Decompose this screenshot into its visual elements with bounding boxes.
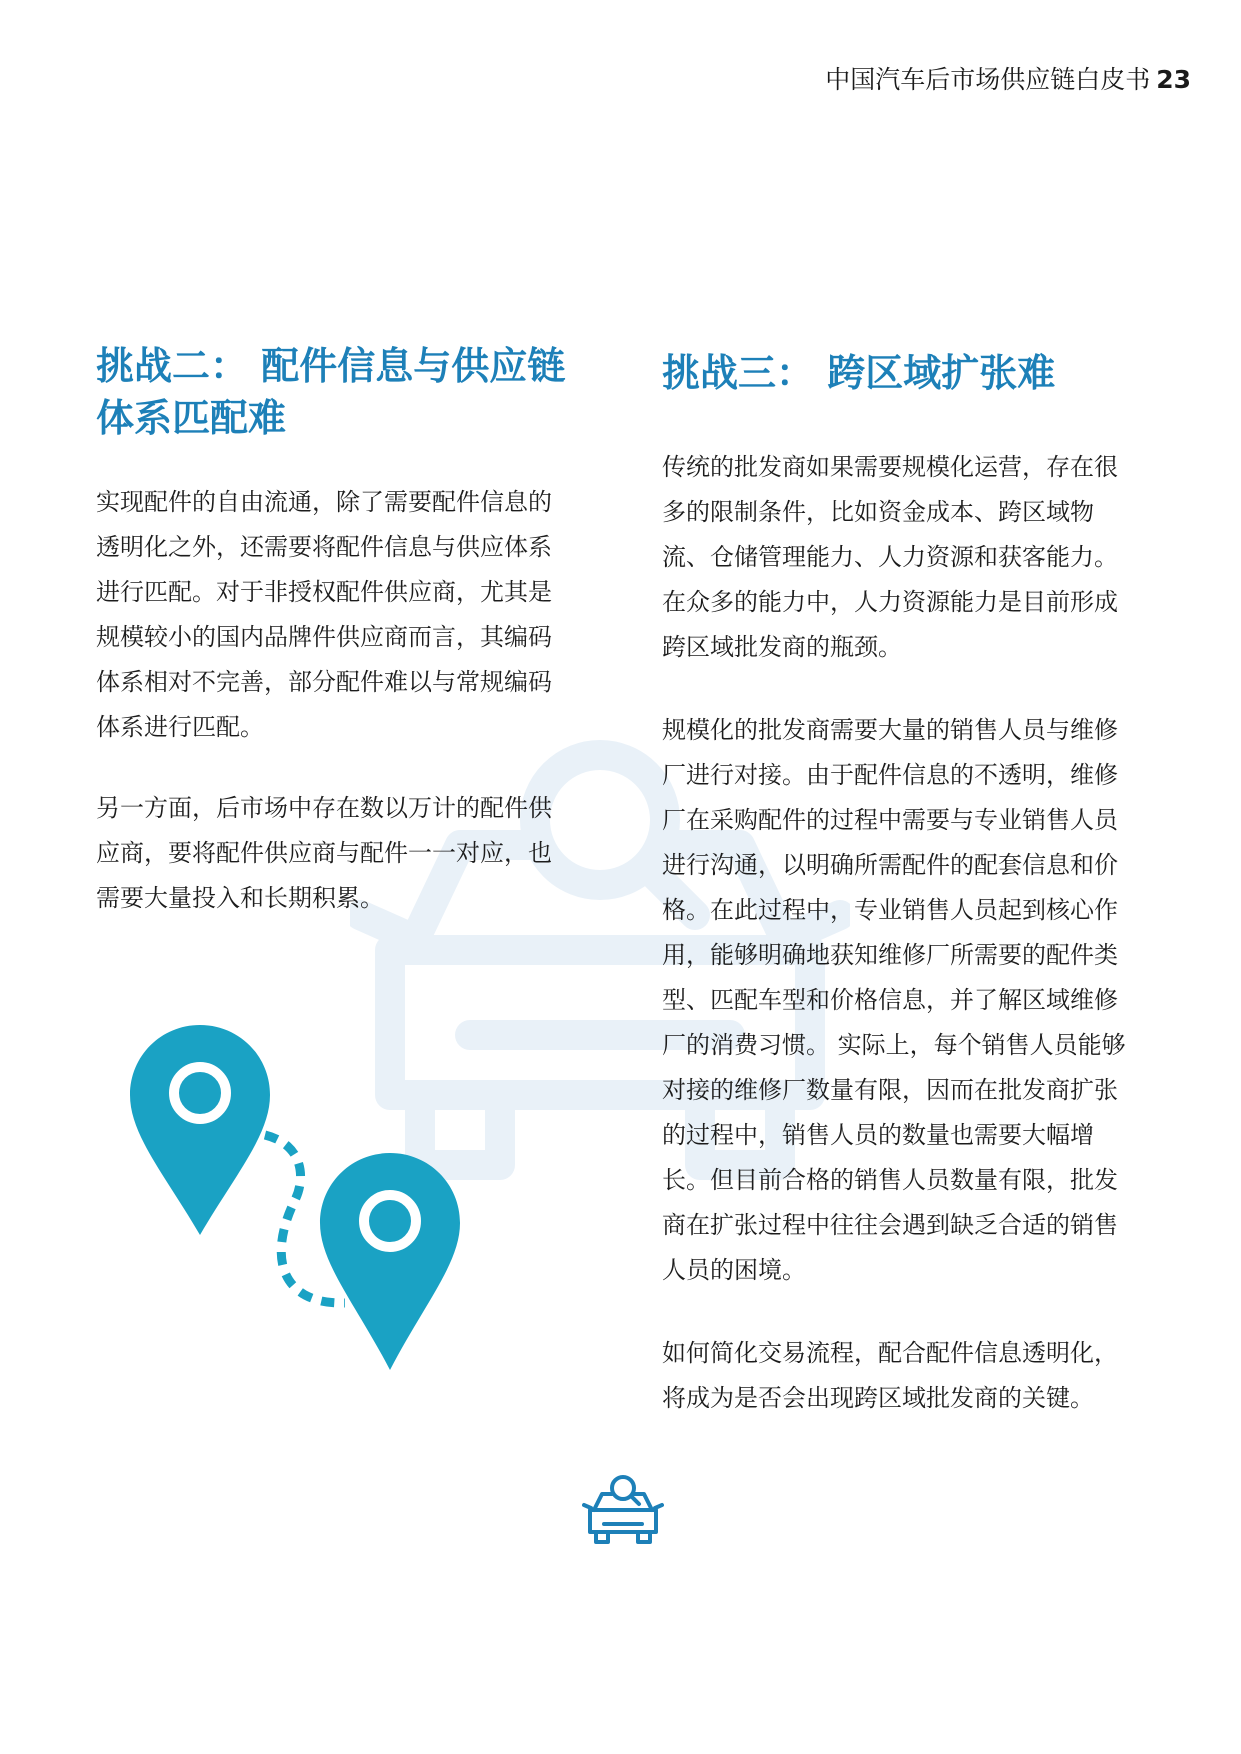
text-line: 将成为是否会出现跨区域批发商的关键。 bbox=[662, 1384, 1094, 1412]
page-header bbox=[700, 60, 1191, 96]
paragraph bbox=[662, 1331, 1162, 1421]
text-line: 的过程中，销售人员的数量也需要大幅增 bbox=[662, 1121, 1094, 1149]
text-line: 体系进行匹配。 bbox=[96, 713, 264, 741]
paragraph bbox=[662, 445, 1162, 670]
text-line: 厂的消费习惯。 实际上，每个销售人员能够 bbox=[662, 1031, 1126, 1059]
paragraph bbox=[662, 708, 1162, 1293]
text-line: 进行沟通，以明确所需配件的配套信息和价 bbox=[662, 851, 1118, 879]
text-line: 传统的批发商如果需要规模化运营，存在很 bbox=[662, 453, 1118, 481]
text-line: 在众多的能力中，人力资源能力是目前形成 bbox=[662, 588, 1118, 616]
text-line: 透明化之外，还需要将配件信息与供应体系 bbox=[96, 533, 552, 561]
text-line: 长。但目前合格的销售人员数量有限，批发 bbox=[662, 1166, 1118, 1194]
heading-line-1: 挑战二： 配件信息与供应链 bbox=[96, 344, 566, 388]
text-line: 商在扩张过程中往往会遇到缺乏合适的销售 bbox=[662, 1211, 1118, 1239]
text-line: 人员的困境。 bbox=[662, 1256, 806, 1284]
text-line: 如何简化交易流程，配合配件信息透明化， bbox=[662, 1339, 1118, 1367]
text-line: 对接的维修厂数量有限，因而在批发商扩张 bbox=[662, 1076, 1118, 1104]
heading-line-2: 体系匹配难 bbox=[96, 396, 287, 440]
text-line: 应商，要将配件供应商与配件一一对应，也 bbox=[96, 839, 552, 867]
text-line: 多的限制条件，比如资金成本、跨区域物 bbox=[662, 498, 1094, 526]
text-line: 进行匹配。对于非授权配件供应商，尤其是 bbox=[96, 578, 552, 606]
text-line: 用，能够明确地获知维修厂所需要的配件类 bbox=[662, 941, 1118, 969]
text-line: 体系相对不完善，部分配件难以与常规编码 bbox=[96, 668, 552, 696]
left-column bbox=[96, 340, 596, 921]
paragraph bbox=[96, 480, 596, 750]
right-column bbox=[662, 340, 1162, 1421]
text-line: 跨区域批发商的瓶颈。 bbox=[662, 633, 902, 661]
location-pin-icon bbox=[130, 1025, 510, 1385]
car-search-icon bbox=[582, 1474, 664, 1546]
page-number: 23 bbox=[1156, 65, 1191, 94]
text-line: 实现配件的自由流通，除了需要配件信息的 bbox=[96, 488, 552, 516]
text-line: 型、匹配车型和价格信息，并了解区域维修 bbox=[662, 986, 1118, 1014]
document-title: 中国汽车后市场供应链白皮书 bbox=[825, 65, 1151, 94]
text-line: 厂进行对接。由于配件信息的不透明，维修 bbox=[662, 761, 1118, 789]
text-line: 流、仓储管理能力、人力资源和获客能力。 bbox=[662, 543, 1118, 571]
section-heading-challenge-3: 挑战三： 跨区域扩张难 bbox=[662, 351, 1056, 395]
text-line: 规模化的批发商需要大量的销售人员与维修 bbox=[662, 716, 1118, 744]
paragraph bbox=[96, 786, 596, 921]
text-line: 厂在采购配件的过程中需要与专业销售人员 bbox=[662, 806, 1118, 834]
text-line: 另一方面，后市场中存在数以万计的配件供 bbox=[96, 794, 552, 822]
text-line: 格。在此过程中，专业销售人员起到核心作 bbox=[662, 896, 1118, 924]
section-heading-challenge-2 bbox=[96, 340, 596, 444]
text-line: 规模较小的国内品牌件供应商而言，其编码 bbox=[96, 623, 552, 651]
text-line: 需要大量投入和长期积累。 bbox=[96, 884, 384, 912]
